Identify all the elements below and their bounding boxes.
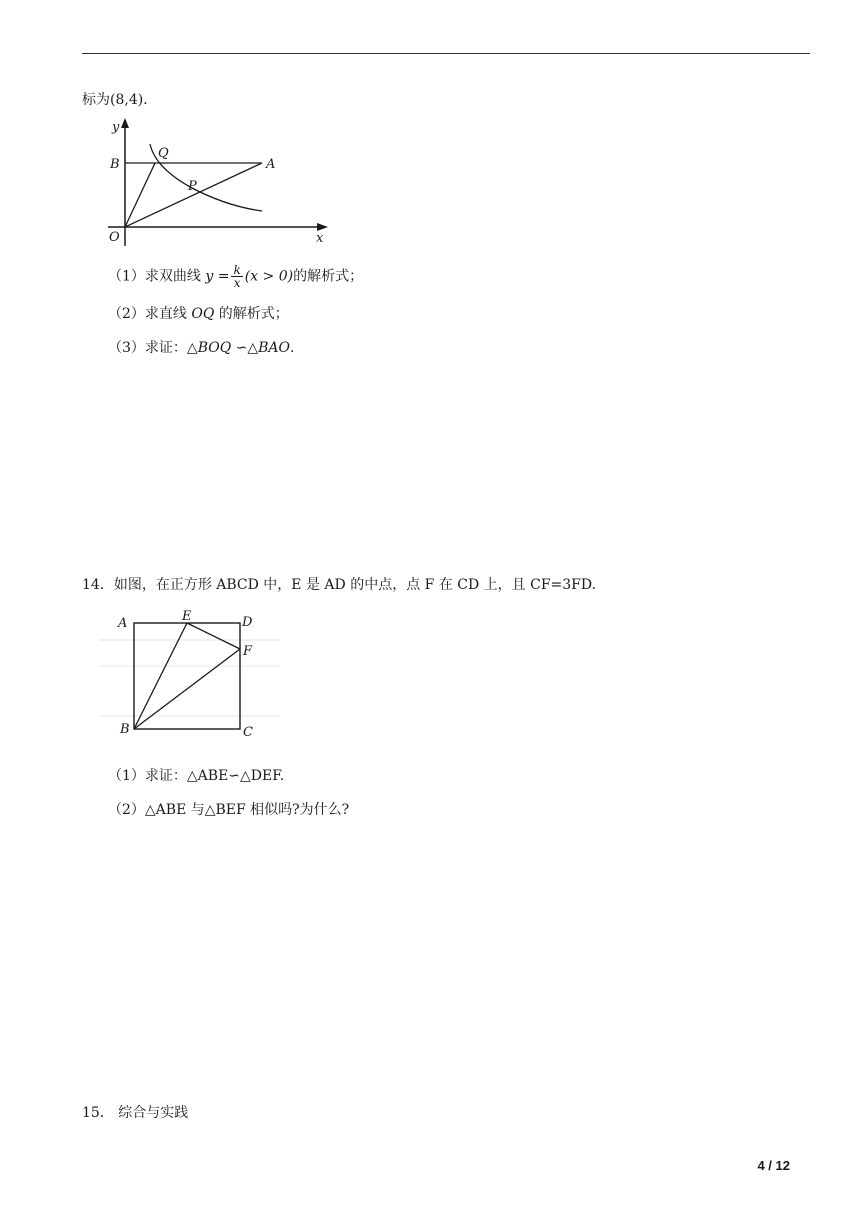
label-b: B xyxy=(110,157,120,172)
segment-bf xyxy=(134,649,240,729)
q13-part2-suffix: 的解析式； xyxy=(214,306,289,322)
fraction-numerator: k xyxy=(233,263,241,277)
label-f: F xyxy=(243,644,253,659)
label-p: P xyxy=(188,179,197,194)
label-c: C xyxy=(243,725,253,740)
q13-part3 xyxy=(108,338,294,358)
label-q: Q xyxy=(158,146,169,161)
segment-be xyxy=(134,623,187,729)
q13-part1 xyxy=(108,264,363,289)
q13-part1-suffix: 的解析式； xyxy=(293,268,364,285)
figure-hyperbola-graph xyxy=(100,114,332,252)
intro-line: 标为(8,4)． xyxy=(82,92,158,108)
label-a: A xyxy=(118,616,128,631)
q13-part1-lhs: y = xyxy=(205,268,230,285)
square-abcd xyxy=(134,623,240,729)
header-rule xyxy=(82,53,810,54)
page-number: 4 / 12 xyxy=(757,1158,790,1173)
q13-part2 xyxy=(108,304,289,324)
q13-part1-prefix: （1）求双曲线 xyxy=(108,268,206,285)
label-y: y xyxy=(112,120,120,135)
q13-part2-math: OQ xyxy=(191,306,215,322)
x-axis-arrow xyxy=(317,223,328,231)
label-e: E xyxy=(182,609,192,624)
q14-part1: （1）求证：△ABE∽△DEF. xyxy=(108,768,285,784)
figure-square xyxy=(100,606,280,742)
segment-oq xyxy=(125,163,155,227)
label-x: x xyxy=(316,231,324,246)
fraction-denominator: x xyxy=(233,276,241,290)
label-a: A xyxy=(266,157,276,172)
q13-part3-prefix: （3）求证： xyxy=(108,340,187,356)
q13-part2-prefix: （2）求直线 xyxy=(108,306,192,322)
label-o: O xyxy=(109,230,120,245)
segment-ef xyxy=(187,623,240,649)
q13-part3-math: △BOQ ∽△BAO xyxy=(186,340,291,356)
fraction-k-over-x xyxy=(231,264,242,289)
q15-stem: 15． 综合与实践 xyxy=(82,1105,189,1121)
q13-part1-condition: (x > 0) xyxy=(244,268,294,285)
label-d: D xyxy=(242,615,253,630)
q14-part2: （2）△ABE 与△BEF 相似吗?为什么? xyxy=(108,802,350,818)
segment-oa xyxy=(125,163,262,227)
q14-stem: 14．如图，在正方形 ABCD 中，E 是 AD 的中点，点 F 在 CD 上，且 CF=3FD. xyxy=(82,577,597,593)
q13-part3-suffix: . xyxy=(290,340,295,356)
y-axis-arrow xyxy=(121,118,129,128)
label-b: B xyxy=(120,722,130,737)
